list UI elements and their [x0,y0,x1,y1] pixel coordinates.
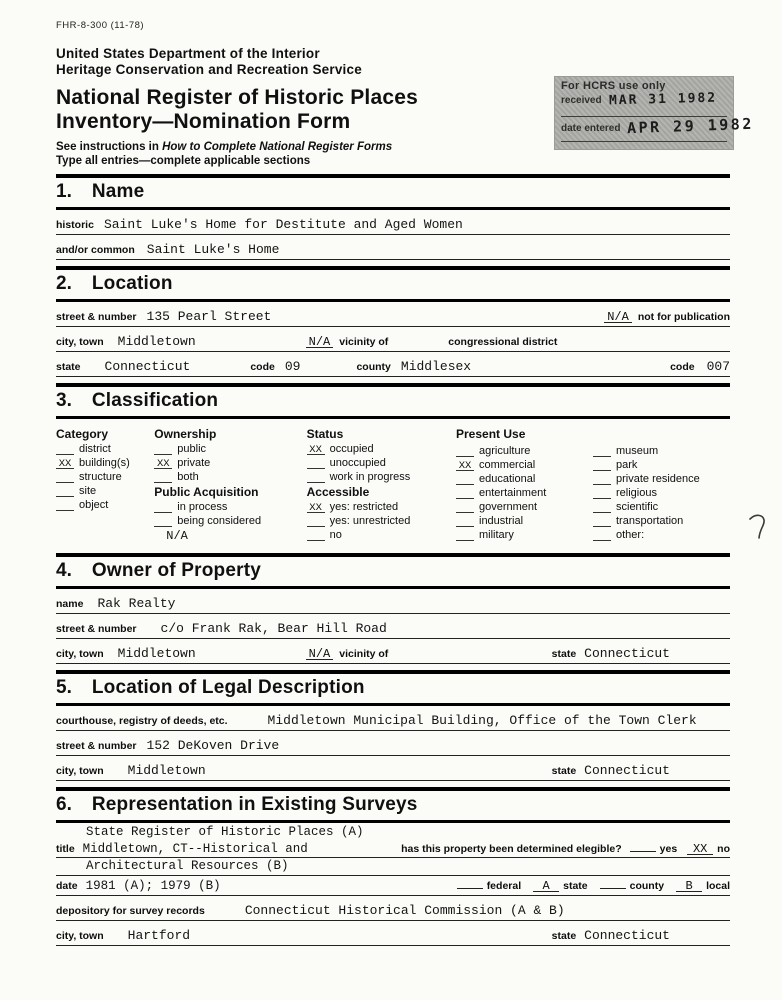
local-label: local [706,880,730,892]
checkbox-blank [593,456,611,457]
checkbox-item [307,529,456,541]
checkbox-item [154,515,306,527]
historic-label: historic [56,219,94,231]
survey-a-line [56,823,730,839]
checkbox-blank [456,526,474,527]
street-label: street & number [56,311,137,323]
owner-state-value: Connecticut [584,646,670,661]
depository-value: Connecticut Historical Commission (A & B) [244,903,565,918]
public-acquisition-na: N/A [166,529,188,543]
checkbox-blank [56,482,74,483]
owner-state-label: state [551,648,577,660]
checkbox-blank: XX [307,446,325,455]
checkbox-blank: XX [456,462,474,471]
checkbox-label: other: [616,529,645,541]
checkbox-label: industrial [479,515,524,527]
legal-city-label: city, town [56,765,104,777]
checkbox-label: yes: unrestricted [329,515,411,527]
checkbox-item [154,457,306,469]
stamp-received-row [561,92,727,117]
checkbox-label: entertainment [479,487,547,499]
not-for-publication-blank: N/A [604,312,632,323]
section-1-title: Name [91,181,145,202]
checkbox-blank: XX [307,504,325,513]
checkbox-item [593,529,730,541]
checkbox-blank [154,512,172,513]
vicinity-label: vicinity of [339,336,389,348]
owner-street-label: street & number [56,623,137,635]
present-use-items-left [456,443,593,543]
owner-city-value: Middletown [117,646,196,661]
hcrs-stamp-box [554,76,755,150]
checkbox-item [56,457,154,469]
checkbox-blank: XX [56,460,74,469]
city-value: Middletown [117,334,196,349]
ownership-heading: Ownership [154,427,217,441]
checkbox-label: agriculture [479,445,531,457]
checkbox-blank [154,454,172,455]
code2-label: code [670,361,695,373]
vicinity-blank: N/A [306,337,334,348]
accessible-items [307,501,456,541]
checkbox-label: yes: restricted [329,501,399,513]
field-depository [56,896,730,921]
field-owner-city [56,639,730,664]
checkbox-item [307,443,456,455]
present-use-items-right [593,443,730,543]
checkbox-item [56,499,154,511]
department-line1: United States Department of the Interior [56,46,320,61]
survey-date-value: 1981 (A); 1979 (B) [85,879,221,893]
stamp-entered-label: date entered [561,123,621,134]
section-3-number: 3. [56,390,72,411]
field-survey-date [56,876,730,896]
present-use-column [456,425,730,543]
common-label: and/or common [56,244,135,256]
stamp-received-label: received [561,95,602,106]
checkbox-blank [307,526,325,527]
checkbox-item [307,515,456,527]
checkbox-item [456,473,593,485]
field-street-number [56,302,730,327]
section-5-number: 5. [56,677,72,698]
field-city-town [56,327,730,352]
checkbox-label: unoccupied [329,457,386,469]
code-label: code [250,361,275,373]
owner-street-value: c/o Frank Rak, Bear Hill Road [160,621,387,636]
section-4-title: Owner of Property [91,560,262,581]
checkbox-item [456,529,593,541]
checkbox-label: private residence [616,473,700,485]
checkbox-label: occupied [329,443,374,455]
checkbox-label: building(s) [79,457,130,469]
checkbox-label: both [177,471,199,483]
state-level-blank: A [533,881,559,892]
survey-state-value: Connecticut [584,928,670,943]
checkbox-item [307,457,456,469]
legal-city-value: Middletown [127,763,206,778]
checkbox-item [593,445,730,457]
legal-state-label: state [551,765,577,777]
form-number: FHR-8-300 (11-78) [56,20,145,31]
checkbox-blank [56,510,74,511]
stamp-header: For HCRS use only [561,80,666,92]
checkbox-label: religious [616,487,657,499]
checkbox-blank [593,526,611,527]
ownership-column [154,425,306,543]
checkbox-label: in process [177,501,228,513]
city-label: city, town [56,336,104,348]
field-owner-street [56,614,730,639]
checkbox-blank [593,512,611,513]
code-value: 09 [284,359,301,374]
checkbox-item [593,501,730,513]
checkbox-blank [307,468,325,469]
stamp-entered-date: APR 29 1982 [627,114,755,138]
checkbox-blank [307,482,325,483]
checkbox-item [593,487,730,499]
federal-label: federal [486,880,522,892]
survey-title-value: Middletown, CT--Historical and [82,842,308,856]
survey-city-label: city, town [56,930,104,942]
category-column [56,425,154,543]
checkbox-item [56,485,154,497]
checkbox-label: commercial [479,459,536,471]
state-value: Connecticut [104,359,191,374]
survey-date-label: date [56,880,78,892]
survey-city-value: Hartford [127,928,191,943]
checkbox-item [456,487,593,499]
checkbox-blank [154,526,172,527]
checkbox-item [593,473,730,485]
local-blank: B [676,881,702,892]
section-5-title: Location of Legal Description [91,677,365,698]
department-line2: Heritage Conservation and Recreation Service [56,62,362,77]
state-level-label: state [563,880,588,892]
county-blank [600,888,626,889]
checkbox-item [154,443,306,455]
section-3-header [56,383,730,419]
state-label: state [56,361,81,373]
yes-blank [630,851,656,852]
checkbox-label: private [177,457,211,469]
checkbox-item [593,459,730,471]
checkbox-label: military [479,529,514,541]
county-value: Middlesex [400,359,472,374]
field-survey-city [56,921,730,946]
no-blank: XX [687,844,713,855]
checkbox-blank: XX [154,460,172,469]
instructions-line2: Type all entries—complete applicable sections [56,155,311,167]
form-title-line1: National Register of Historic Places [56,86,418,109]
checkbox-item [56,443,154,455]
owner-name-label: name [56,598,84,610]
ownership-items [154,443,306,483]
section-1-number: 1. [56,181,72,202]
checkbox-item [456,445,593,457]
common-value: Saint Luke's Home [146,242,280,257]
classification-grid [56,419,730,547]
section-4-number: 4. [56,560,72,581]
checkbox-label: structure [79,471,122,483]
checkbox-item [307,471,456,483]
status-column [307,425,456,543]
field-legal-street [56,731,730,756]
code2-value: 007 [706,359,730,374]
checkbox-blank [154,482,172,483]
owner-city-label: city, town [56,648,104,660]
status-heading: Status [306,427,344,441]
county-label: county [629,880,665,892]
field-historic-name [56,210,730,235]
checkbox-blank [307,540,325,541]
checkbox-item [307,501,456,513]
owner-vicinity-blank: N/A [306,649,334,660]
federal-blank [457,888,483,889]
stamp-received-date: MAR 31 1982 [608,90,717,109]
checkbox-blank [593,484,611,485]
instructions-prefix: See instructions in [56,141,163,153]
courthouse-value: Middletown Municipal Building, Office of the Town Clerk [267,713,697,728]
accessible-heading: Accessible [306,485,370,499]
checkbox-item [456,501,593,513]
checkbox-label: district [79,443,111,455]
survey-b-value: Architectural Resources (B) [86,859,289,873]
checkbox-blank [456,456,474,457]
checkbox-blank [456,512,474,513]
section-6-number: 6. [56,794,72,815]
checkbox-label: being considered [177,515,262,527]
survey-b-line [56,858,730,876]
handwritten-mark [748,512,768,544]
checkbox-item [593,515,730,527]
form-title-line2: Inventory—Nomination Form [56,110,351,133]
survey-title-label: title [56,843,75,855]
checkbox-blank [593,498,611,499]
status-items [307,443,456,483]
checkbox-blank [456,498,474,499]
checkbox-item [56,471,154,483]
stamp-entered-row [561,114,755,142]
public-acquisition-items [154,501,306,527]
yes-label: yes [659,843,678,855]
eligibility-question-label: has this property been determined elegible? [401,843,622,855]
instructions-manual-name: How to Complete National Register Forms [162,141,393,153]
checkbox-label: site [79,485,97,497]
category-items [56,443,154,511]
field-legal-city [56,756,730,781]
checkbox-blank [456,484,474,485]
depository-label: depository for survey records [56,905,205,917]
legal-street-value: 152 DeKoven Drive [146,738,280,753]
checkbox-label: public [177,443,207,455]
checkbox-label: work in progress [329,471,411,483]
checkbox-blank [56,496,74,497]
checkbox-blank [593,540,611,541]
section-5-header [56,670,730,706]
checkbox-label: park [616,459,638,471]
checkbox-label: scientific [616,501,659,513]
checkbox-blank [456,540,474,541]
present-use-subcolumns [456,443,730,543]
checkbox-item [456,515,593,527]
no-label: no [717,843,730,855]
section-3-title: Classification [91,390,219,411]
street-value: 135 Pearl Street [146,309,272,324]
county-label: county [356,361,391,373]
checkbox-label: government [479,501,538,513]
checkbox-label: no [329,529,342,541]
legal-state-value: Connecticut [584,763,670,778]
field-survey-title [56,839,730,858]
checkbox-label: transportation [616,515,684,527]
section-1-header [56,174,730,210]
checkbox-item [154,471,306,483]
survey-a-value: State Register of Historic Places (A) [86,825,364,839]
not-for-publication-label: not for publication [637,311,730,323]
field-state-county [56,352,730,377]
checkbox-item [456,459,593,471]
section-6-header [56,787,730,823]
checkbox-item [154,501,306,513]
checkbox-label: museum [616,445,659,457]
section-6-title: Representation in Existing Surveys [91,794,418,815]
checkbox-blank [593,470,611,471]
section-2-header [56,266,730,302]
public-acquisition-heading: Public Acquisition [154,485,259,499]
congressional-district-label: congressional district [448,336,558,348]
section-2-number: 2. [56,273,72,294]
field-common-name [56,235,730,260]
courthouse-label: courthouse, registry of deeds, etc. [56,715,228,727]
owner-name-value: Rak Realty [97,596,176,611]
department-block [56,46,730,78]
field-courthouse [56,706,730,731]
historic-value: Saint Luke's Home for Destitute and Aged Women [103,217,463,232]
owner-vicinity-label: vicinity of [339,648,389,660]
present-use-heading: Present Use [456,427,526,441]
section-2-title: Location [91,273,173,294]
survey-state-label: state [551,930,577,942]
field-owner-name [56,589,730,614]
legal-street-label: street & number [56,740,137,752]
category-heading: Category [56,427,109,441]
checkbox-label: object [79,499,109,511]
checkbox-blank [56,454,74,455]
checkbox-label: educational [479,473,536,485]
section-4-header [56,553,730,589]
